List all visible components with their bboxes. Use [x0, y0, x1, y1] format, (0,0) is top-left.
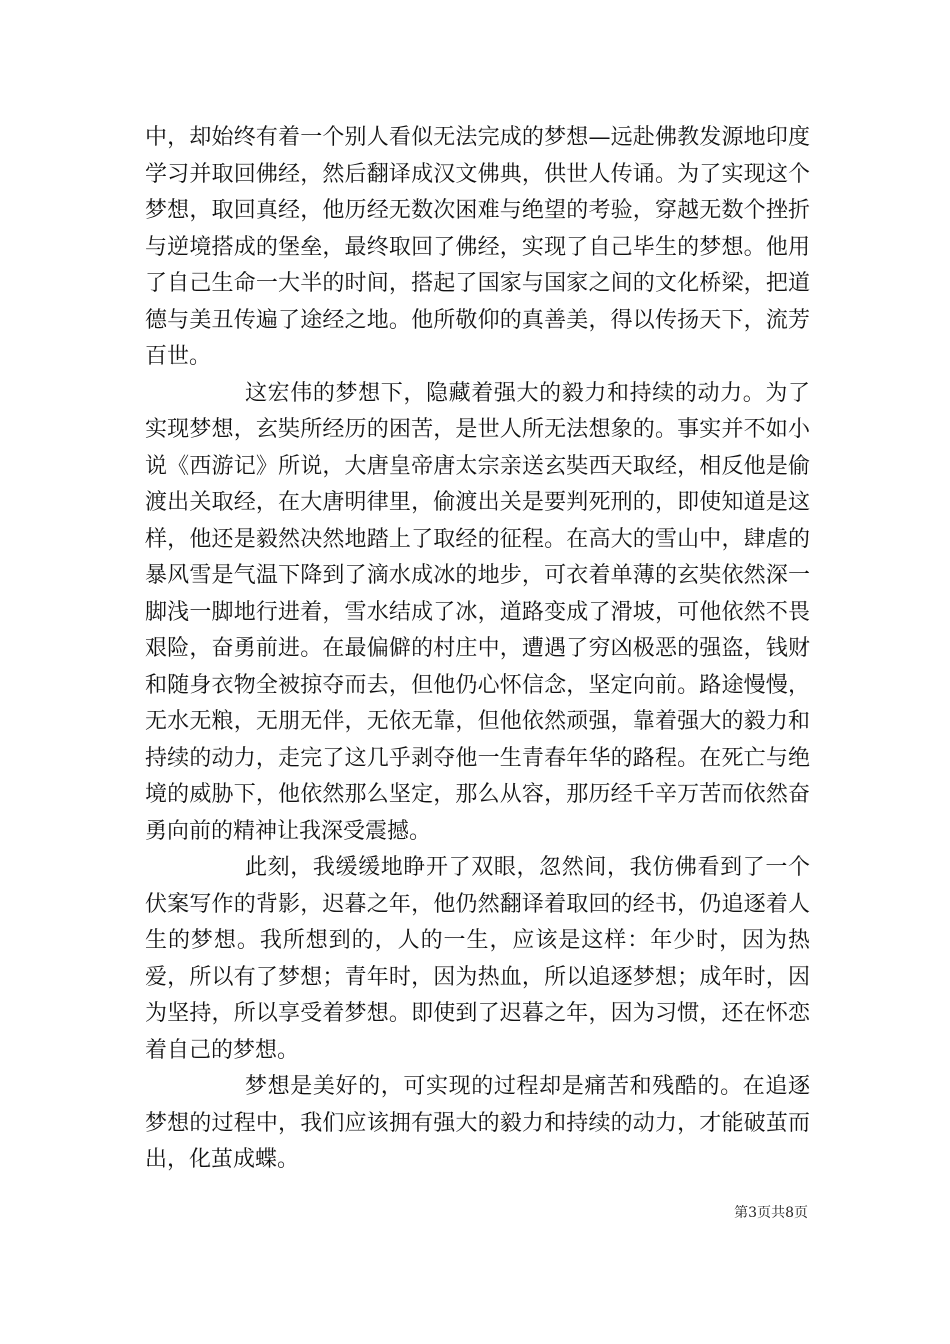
paragraph-3: 此刻，我缓缓地睁开了双眼，忽然间，我仿佛看到了一个伏案写作的背影，迟暮之年，他仍然翻译着取回的经书，仍追逐着人生的梦想。我所想到的，人的一生，应该是这样：年少时，因为热爱，所以有了梦想；青年时，因为热血，所以追逐梦想；成年时，因为坚持，所以享受着梦想。即使到了迟暮之年，因为习惯，还在怀恋着自己的梦想。 — [145, 855, 810, 1063]
paragraph-2: 这宏伟的梦想下，隐藏着强大的毅力和持续的动力。为了实现梦想，玄奘所经历的困苦，是世人所无法想象的。事实并不如小说《西游记》所说，大唐皇帝唐太宗亲送玄奘西天取经，相反他是偷渡出关取经，在大唐明律里，偷渡出关是要判死刑的，即使知道是这样，他还是毅然决然地踏上了取经的征程。在高大的雪山中，肆虐的暴风雪是气温下降到了滴水成冰的地步，可衣着单薄的玄奘依然深一脚浅一脚地行进着，雪水结成了冰，道路变成了滑坡，可他依然不畏艰险，奋勇前进。在最偏僻的村庄中，遭遇了穷凶极恶的强盗，钱财和随身衣物全被掠夺而去，但他仍心怀信念，坚定向前。路途慢慢，无水无粮，无朋无伴，无依无靠，但他依然顽强，靠着强大的毅力和持续的动力，走完了这几乎剥夺他一生青春年华的路程。在死亡与绝境的威胁下，他依然那么坚定，那么从容，那历经千辛万苦而依然奋勇向前的精神让我深受震撼。 — [145, 380, 810, 844]
paragraph-4: 梦想是美好的，可实现的过程却是痛苦和残酷的。在追逐梦想的过程中，我们应该拥有强大的毅力和持续的动力，才能破茧而出，化茧成蝶。 — [145, 1074, 810, 1172]
paragraph-1: 中，却始终有着一个别人看似无法完成的梦想—远赴佛教发源地印度学习并取回佛经，然后翻译成汉文佛典，供世人传诵。为了实现这个梦想，取回真经，他历经无数次困难与绝望的考验，穿越无数个挫折与逆境搭成的堡垒，最终取回了佛经，实现了自己毕生的梦想。他用了自己生命一大半的时间，搭起了国家与国家之间的文化桥梁，把道德与美丑传遍了途经之地。他所敬仰的真善美，得以传扬天下，流芳百世。 — [145, 125, 810, 369]
page-number-footer: 第3页共8页 — [734, 1205, 808, 1221]
document-body — [145, 120, 810, 1179]
